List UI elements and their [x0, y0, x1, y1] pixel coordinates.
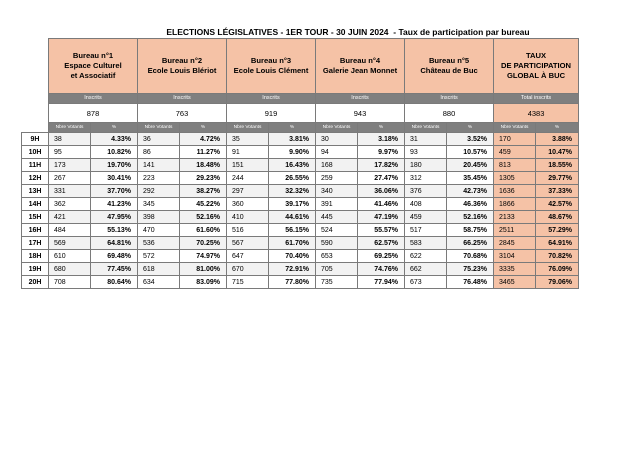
percent-cell: 3.81% — [269, 133, 316, 146]
votants-cell: 180 — [405, 159, 447, 172]
votants-cell: 735 — [316, 276, 358, 289]
table-row — [22, 198, 579, 211]
votants-cell: 708 — [49, 276, 91, 289]
percent-cell: 26.55% — [269, 172, 316, 185]
votants-cell: 3335 — [494, 263, 536, 276]
bureau-header-line: Château de Buc — [420, 66, 478, 75]
percent-header: % — [269, 123, 316, 133]
hour-cell: 19H — [22, 263, 49, 276]
votants-header: Nbre Votants — [405, 123, 447, 133]
votants-cell: 2133 — [494, 211, 536, 224]
votants-cell: 524 — [316, 224, 358, 237]
table-row — [22, 224, 579, 237]
votants-cell: 345 — [138, 198, 180, 211]
votants-cell: 398 — [138, 211, 180, 224]
percent-cell: 61.60% — [180, 224, 227, 237]
bureau-header-line: Ecole Louis Blériot — [147, 66, 217, 75]
hour-cell: 17H — [22, 237, 49, 250]
percent-cell: 30.41% — [91, 172, 138, 185]
percent-cell: 42.73% — [447, 185, 494, 198]
percent-cell: 66.25% — [447, 237, 494, 250]
percent-cell: 55.57% — [358, 224, 405, 237]
votants-cell: 715 — [227, 276, 269, 289]
table-row — [22, 133, 579, 146]
votants-cell: 459 — [494, 146, 536, 159]
percent-cell: 45.22% — [180, 198, 227, 211]
votants-cell: 86 — [138, 146, 180, 159]
votants-cell: 470 — [138, 224, 180, 237]
inscrits-label: Inscrits — [49, 94, 138, 104]
hour-cell: 20H — [22, 276, 49, 289]
table-row — [22, 172, 579, 185]
hour-cell: 12H — [22, 172, 49, 185]
votants-cell: 35 — [227, 133, 269, 146]
percent-cell: 61.70% — [269, 237, 316, 250]
hour-cell: 14H — [22, 198, 49, 211]
votants-header: Nbre Votants — [227, 123, 269, 133]
bureau-header-2 — [138, 39, 227, 94]
votants-cell: 173 — [49, 159, 91, 172]
percent-header: % — [358, 123, 405, 133]
votants-cell: 813 — [494, 159, 536, 172]
votants-cell: 340 — [316, 185, 358, 198]
inscrits-count: 880 — [405, 104, 494, 123]
votants-cell: 292 — [138, 185, 180, 198]
bureau-header-line: GLOBAL À BUC — [506, 71, 566, 80]
votants-cell: 93 — [405, 146, 447, 159]
votants-cell: 1866 — [494, 198, 536, 211]
votants-cell: 267 — [49, 172, 91, 185]
inscrits-label: Total inscrits — [494, 94, 579, 104]
percent-cell: 20.45% — [447, 159, 494, 172]
votants-cell: 331 — [49, 185, 91, 198]
percent-cell: 52.16% — [447, 211, 494, 224]
percent-cell: 3.18% — [358, 133, 405, 146]
votants-cell: 141 — [138, 159, 180, 172]
bureau-header-line: Bureau n°1 — [72, 51, 114, 60]
votants-cell: 259 — [316, 172, 358, 185]
percent-cell: 62.57% — [358, 237, 405, 250]
corner-cell — [22, 104, 49, 123]
percent-header: % — [447, 123, 494, 133]
hour-cell: 16H — [22, 224, 49, 237]
percent-cell: 4.33% — [91, 133, 138, 146]
corner-cell — [22, 94, 49, 104]
percent-cell: 27.47% — [358, 172, 405, 185]
percent-cell: 77.45% — [91, 263, 138, 276]
votants-header: Nbre Votants — [316, 123, 358, 133]
votants-cell: 583 — [405, 237, 447, 250]
percent-cell: 56.15% — [269, 224, 316, 237]
percent-cell: 76.48% — [447, 276, 494, 289]
percent-cell: 3.52% — [447, 133, 494, 146]
bureau-header-line: et Associatif — [70, 71, 116, 80]
hour-cell: 15H — [22, 211, 49, 224]
table-row — [22, 211, 579, 224]
percent-cell: 69.25% — [358, 250, 405, 263]
votants-cell: 31 — [405, 133, 447, 146]
votants-cell: 662 — [405, 263, 447, 276]
votants-cell: 362 — [49, 198, 91, 211]
votants-header: Nbre Votants — [138, 123, 180, 133]
votants-cell: 1305 — [494, 172, 536, 185]
table-row — [22, 159, 579, 172]
bureau-header-line: TAUX — [525, 51, 547, 60]
table-row — [22, 185, 579, 198]
votants-cell: 2845 — [494, 237, 536, 250]
percent-cell: 29.23% — [180, 172, 227, 185]
percent-cell: 39.17% — [269, 198, 316, 211]
inscrits-count: 763 — [138, 104, 227, 123]
votants-cell: 459 — [405, 211, 447, 224]
percent-cell: 4.72% — [180, 133, 227, 146]
bureau-header-global — [494, 39, 579, 94]
votants-cell: 622 — [405, 250, 447, 263]
hour-cell: 9H — [22, 133, 49, 146]
votants-cell: 670 — [227, 263, 269, 276]
percent-cell: 18.55% — [536, 159, 579, 172]
percent-cell: 42.57% — [536, 198, 579, 211]
percent-cell: 37.33% — [536, 185, 579, 198]
bureau-header-line: Bureau n°3 — [250, 56, 292, 65]
bureau-header-line: Espace Culturel — [64, 61, 122, 70]
inscrits-count: 943 — [316, 104, 405, 123]
percent-cell: 47.19% — [358, 211, 405, 224]
table-row — [22, 237, 579, 250]
percent-cell: 77.94% — [358, 276, 405, 289]
percent-cell: 9.97% — [358, 146, 405, 159]
percent-cell: 41.23% — [91, 198, 138, 211]
votants-cell: 3104 — [494, 250, 536, 263]
votants-cell: 634 — [138, 276, 180, 289]
percent-cell: 36.06% — [358, 185, 405, 198]
percent-cell: 52.16% — [180, 211, 227, 224]
percent-cell: 55.13% — [91, 224, 138, 237]
votants-cell: 647 — [227, 250, 269, 263]
hour-cell: 11H — [22, 159, 49, 172]
table-row — [22, 276, 579, 289]
percent-cell: 11.27% — [180, 146, 227, 159]
inscrits-label: Inscrits — [405, 94, 494, 104]
votants-cell: 610 — [49, 250, 91, 263]
votants-cell: 2511 — [494, 224, 536, 237]
hour-cell: 10H — [22, 146, 49, 159]
votants-cell: 3465 — [494, 276, 536, 289]
percent-cell: 10.57% — [447, 146, 494, 159]
inscrits-label: Inscrits — [138, 94, 227, 104]
percent-cell: 70.25% — [180, 237, 227, 250]
votants-cell: 590 — [316, 237, 358, 250]
votants-cell: 567 — [227, 237, 269, 250]
percent-cell: 77.80% — [269, 276, 316, 289]
percent-cell: 80.64% — [91, 276, 138, 289]
votants-cell: 391 — [316, 198, 358, 211]
percent-cell: 47.95% — [91, 211, 138, 224]
percent-cell: 79.06% — [536, 276, 579, 289]
votants-cell: 297 — [227, 185, 269, 198]
inscrits-label: Inscrits — [227, 94, 316, 104]
percent-cell: 46.36% — [447, 198, 494, 211]
votants-header: Nbre Votants — [49, 123, 91, 133]
percent-header: % — [536, 123, 579, 133]
votants-cell: 95 — [49, 146, 91, 159]
votants-cell: 30 — [316, 133, 358, 146]
votants-cell: 151 — [227, 159, 269, 172]
inscrits-count: 878 — [49, 104, 138, 123]
votants-cell: 421 — [49, 211, 91, 224]
percent-cell: 70.68% — [447, 250, 494, 263]
percent-cell: 58.75% — [447, 224, 494, 237]
percent-cell: 10.82% — [91, 146, 138, 159]
percent-header: % — [91, 123, 138, 133]
percent-cell: 16.43% — [269, 159, 316, 172]
votants-cell: 223 — [138, 172, 180, 185]
votants-cell: 312 — [405, 172, 447, 185]
percent-cell: 17.82% — [358, 159, 405, 172]
hour-cell: 18H — [22, 250, 49, 263]
votants-cell: 680 — [49, 263, 91, 276]
votants-cell: 484 — [49, 224, 91, 237]
table-row — [22, 263, 579, 276]
inscrits-count: 919 — [227, 104, 316, 123]
bureau-header-line: Bureau n°4 — [339, 56, 381, 65]
percent-cell: 9.90% — [269, 146, 316, 159]
votants-header: Nbre Votants — [494, 123, 536, 133]
bureau-header-3 — [227, 39, 316, 94]
percent-cell: 41.46% — [358, 198, 405, 211]
votants-cell: 445 — [316, 211, 358, 224]
percent-cell: 69.48% — [91, 250, 138, 263]
percent-cell: 19.70% — [91, 159, 138, 172]
table-row — [22, 250, 579, 263]
bureau-header-1 — [49, 39, 138, 94]
percent-cell: 74.76% — [358, 263, 405, 276]
votants-cell: 410 — [227, 211, 269, 224]
percent-cell: 81.00% — [180, 263, 227, 276]
percent-cell: 44.61% — [269, 211, 316, 224]
votants-cell: 653 — [316, 250, 358, 263]
percent-cell: 75.23% — [447, 263, 494, 276]
percent-cell: 76.09% — [536, 263, 579, 276]
votants-cell: 1636 — [494, 185, 536, 198]
bureau-header-5 — [405, 39, 494, 94]
corner-cell — [22, 123, 49, 133]
corner-cell — [22, 39, 49, 94]
hour-cell: 13H — [22, 185, 49, 198]
bureau-header-4 — [316, 39, 405, 94]
votants-cell: 36 — [138, 133, 180, 146]
percent-cell: 57.29% — [536, 224, 579, 237]
percent-cell: 70.40% — [269, 250, 316, 263]
bureau-header-line: Galerie Jean Monnet — [322, 66, 398, 75]
votants-cell: 376 — [405, 185, 447, 198]
table-row — [22, 146, 579, 159]
votants-cell: 360 — [227, 198, 269, 211]
percent-cell: 64.91% — [536, 237, 579, 250]
title-main: ELECTIONS LÉGISLATIVES - 1ER TOUR - 30 JUIN 2024 — [166, 27, 389, 37]
percent-cell: 37.70% — [91, 185, 138, 198]
percent-header: % — [180, 123, 227, 133]
percent-cell: 70.82% — [536, 250, 579, 263]
bureau-header-line: Bureau n°2 — [161, 56, 203, 65]
votants-cell: 94 — [316, 146, 358, 159]
percent-cell: 3.88% — [536, 133, 579, 146]
votants-cell: 572 — [138, 250, 180, 263]
percent-cell: 38.27% — [180, 185, 227, 198]
participation-table — [21, 38, 579, 289]
votants-cell: 516 — [227, 224, 269, 237]
votants-cell: 244 — [227, 172, 269, 185]
title-sub: - Taux de participation par bureau — [393, 27, 530, 37]
bureau-header-line: Ecole Louis Clément — [233, 66, 309, 75]
bureau-header-line: DE PARTICIPATION — [501, 61, 572, 70]
votants-cell: 517 — [405, 224, 447, 237]
votants-cell: 168 — [316, 159, 358, 172]
percent-cell: 83.09% — [180, 276, 227, 289]
percent-cell: 35.45% — [447, 172, 494, 185]
votants-cell: 170 — [494, 133, 536, 146]
percent-cell: 10.47% — [536, 146, 579, 159]
votants-cell: 536 — [138, 237, 180, 250]
votants-cell: 673 — [405, 276, 447, 289]
percent-cell: 74.97% — [180, 250, 227, 263]
votants-cell: 705 — [316, 263, 358, 276]
page-title — [0, 27, 636, 37]
percent-cell: 32.32% — [269, 185, 316, 198]
votants-cell: 618 — [138, 263, 180, 276]
votants-cell: 91 — [227, 146, 269, 159]
votants-cell: 569 — [49, 237, 91, 250]
percent-cell: 29.77% — [536, 172, 579, 185]
percent-cell: 48.67% — [536, 211, 579, 224]
percent-cell: 64.81% — [91, 237, 138, 250]
inscrits-label: Inscrits — [316, 94, 405, 104]
percent-cell: 18.48% — [180, 159, 227, 172]
inscrits-count: 4383 — [494, 104, 579, 123]
bureau-header-line: Bureau n°5 — [428, 56, 470, 65]
votants-cell: 38 — [49, 133, 91, 146]
votants-cell: 408 — [405, 198, 447, 211]
percent-cell: 72.91% — [269, 263, 316, 276]
